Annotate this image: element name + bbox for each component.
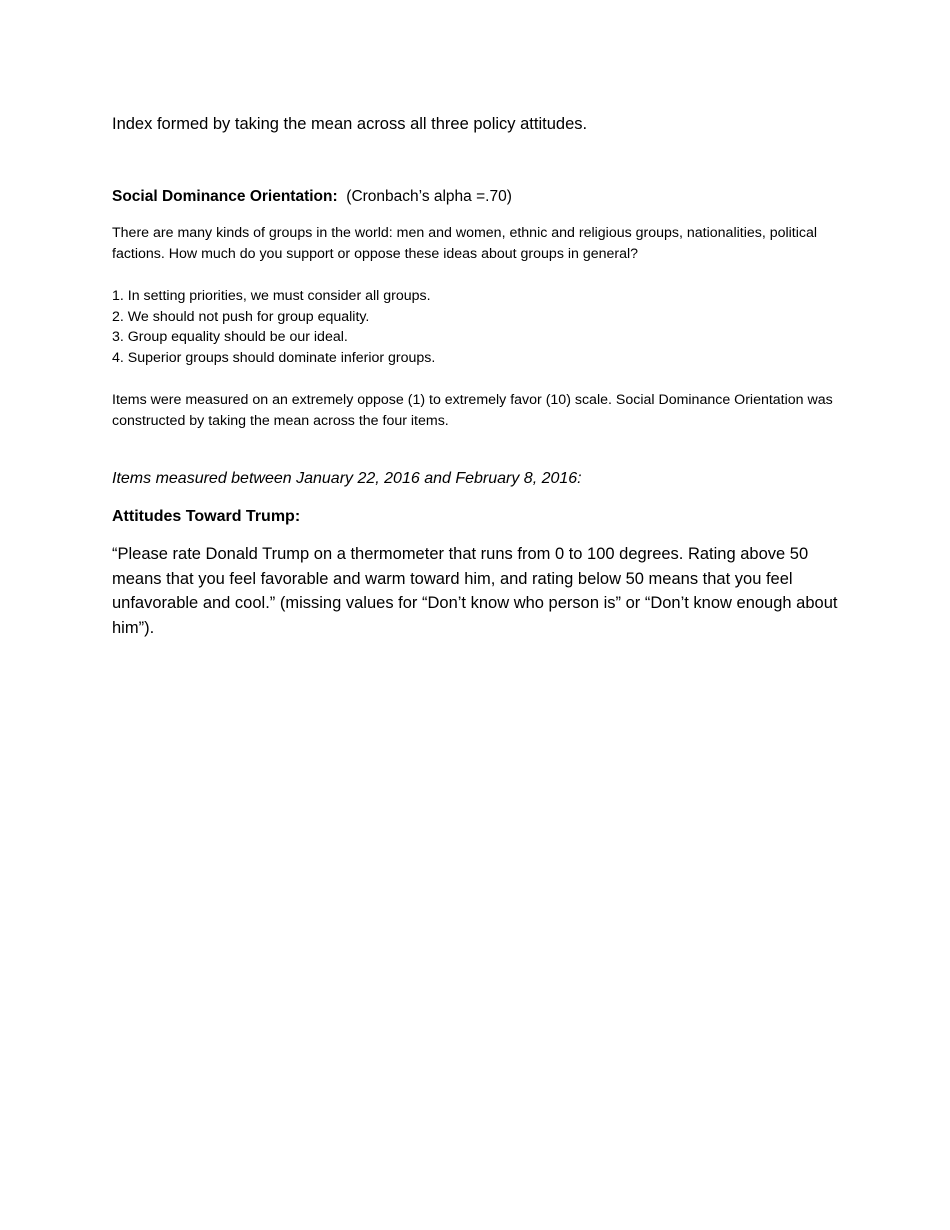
list-item: 1. In setting priorities, we must consider all groups.	[112, 288, 431, 304]
index-note: Index formed by taking the mean across all three policy attitudes.	[112, 115, 588, 133]
sdo-scale-note: Items were measured on an extremely oppose (1) to extremely favor (10) scale. Social Dominance Orientation was constructed by taking the mean across the four items.	[112, 392, 833, 429]
trump-question-text: “Please rate Donald Trump on a thermometer that runs from 0 to 100 degrees. Rating above 50 means that you feel favorable and warm toward him, and rating below 50 means that you feel unfavorable and cool.” (missing values for “Don’t know who person is” or “Don’t know enough about him”).	[112, 545, 838, 637]
sdo-intro: There are many kinds of groups in the world: men and women, ethnic and religious groups, nationalities, political factions. How much do you support or oppose these ideas about groups in general?	[112, 225, 818, 262]
list-item: 3. Group equality should be our ideal.	[112, 329, 348, 345]
sdo-heading-line	[112, 187, 512, 207]
sdo-heading: Social Dominance Orientation:	[112, 188, 338, 205]
list-item: 2. We should not push for group equality.	[112, 308, 370, 325]
sdo-alpha: (Cronbach’s alpha =.70)	[346, 188, 512, 205]
measured-period: Items measured between January 22, 2016 and February 8, 2016:	[112, 470, 582, 487]
sdo-item-list	[112, 286, 435, 368]
list-item: 4. Superior groups should dominate inferior groups.	[112, 349, 436, 366]
trump-heading: Attitudes Toward Trump:	[112, 508, 301, 525]
